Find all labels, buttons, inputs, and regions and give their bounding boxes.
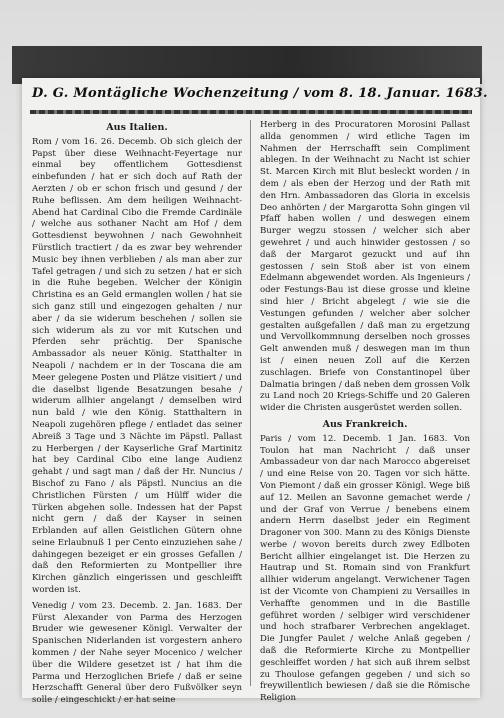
newspaper-header: D. G. Montägliche Wochenzeitung / vom 8. 18. Januar. 1683. bbox=[32, 86, 488, 101]
article-paris: Paris / vom 12. Decemb. 1 Jan. 1683. Von Toulon hat man Nachricht / daß unser Ambassadeur von dar nach Marocco abgereiset / und eine Reise von 20. Tagen vor sich hätte. Von Piemont / daß ein grosser Königl. Wege biß auf 12. Meilen an Savonne gemachet werde / und der Graf von Verrue / benebens einem andern Herrn daselbst jeder ein Regiment Dragoner von 300. Mann zu des Königs Dienste werbe / wovon bereits durch zwey Edlboten Bericht allhier eingelanget ist. Die Herzen zu Hautrap und St. Romain sind von Frankfurt allhier widerum angelangt. Verwichener Tagen ist der Vicomte von Champieni zu Versailles in Verhaffte genommen und in die Bastille geführet worden / selbiger wird verschidener und hoch strafbarer Verbrechen angeklaget. Die Jungfer Paulet / welche Anlaß gegeben / daß die Reformierte Kirche zu Montpellier geschleiffet worden / hat sich auß ihrem selbst zu Thoulose gefangen gegeben / und sich so freywillentlich bewiesen / daß sie die Römische Religion bbox=[260, 433, 470, 704]
left-column bbox=[32, 120, 242, 706]
header-rule bbox=[30, 110, 472, 114]
newspaper-page bbox=[22, 78, 488, 706]
article-rome: Rom / vom 16. 26. Decemb. Ob sich gleich der Papst über diese Weihnacht-Feyertage nur einmal bey offentlichem Gottesdienst einbefunden / hat er sich doch auf Rath der Aerzten / ob er schon frisch und gesund / der Ruhe beflissen. Am dem heiligen Weihnacht-Abend hat Cardinal Cibo die Fremde Cardinäle / welche aus sothaner Nacht am Hof / dem Gottesdienst beywohnen / nach Gewohnheit Fürstlich tractiert / da es zwar bey wehrender Music bey ihnen verblieben / als man aber zur Tafel getragen / und sich zu setzen / hat er sich in die Ruhe begeben. Welcher der Königin Christina es an Geld ermanglen wollen / hat sie sich ganz still und eingezogen gehalten / nur aber / da sie widerum beschehen / sollen sie sich widerum als zu vor mit Kutschen und Pferden sehr prächtig. Der Spanische Ambassador als neuer König. Statthalter in Neapoli / nachdem er in der Toscana die am Meer gelegene Posten und Plätze visitiert / und die daselbst ligende Besatzungen besahe / widerum allhier angelangt / demselben wird nun bald / wie den König. Statthaltern in Neapoli zugehören pflege / entladet das seiner Abreiß 3 Tage und 3 Nächte im Päpstl. Pallast zu Herbergen / der Kayserliche Graf Martinitz hat bey Cardinal Cibo eine lange Audienz gehabt / und sagt man / daß der Hr. Nuncius / Bischof zu Fano / als Päpstl. Nuncius an die Christlichen Fürsten / um Hülff wider die Türken abgehen solle. Indessen hat der Papst nicht gern / daß der Kayser in seinen Erblanden auf allen Geistlichen Gütern ohne seine Erlaubnuß 1 per Cento einzuziehen sahe / dahingegen bezeiget er ein grosses Gefallen / daß den Reformierten zu Montpellier ihre Kirchen gänzlich eingerissen und geschleifft worden ist. bbox=[32, 136, 242, 596]
column-divider bbox=[250, 120, 251, 686]
section-title-italy: Aus Italien. bbox=[106, 122, 168, 133]
right-column bbox=[260, 120, 471, 704]
section-title-france: Aus Frankreich. bbox=[322, 418, 408, 430]
article-venice: Venedig / vom 23. Decemb. 2. Jan. 1683. Der Fürst Alexander von Parma des Herzogen Bruder wie gewesener Königl. Verwalter der Spanischen Niderlanden ist vorgestern anhero kommen / der Nahe seyer Mocenico / welcher über die Wildere gesetzet ist / hat ihm die Parma und Herzoglichen Briefe / daß er seine Herzschafft General über dero Fußvölker seyn solle / eingeschickt / er hat seine bbox=[32, 600, 242, 706]
article-venice-continued: Herberg in des Procuratoren Morosini Pallast allda genommen / wird etliche Tagen im Nahmen der Herrschafft sein Compliment ablegen. In der Weihnacht zu Nacht ist schier St. Marcen Kirch mit Blut besleckt worden / in dem / als eben der Herzog und der Rath mit den Hrn. Ambassadoren das Gloria in excelsis Deo anhörten / der Margarotta Sohn gingen vil Pfaff haben wollen / und deswegen einem Burger wegzu stossen / welcher sich aber gewehret / und auch hinwider gestossen / so daß der Margarot gezuckt und auf ihn gestossen / sein Stoß aber ist von einem Edelmann abgewendet worden. Als Ingenieurs / oder Festungs-Bau ist diese grosse und kleine sind hier / Bricht abgelegt / wie sie die Vestungen gefunden / welcher aber solcher gestalten außgefallen / daß man zu ergetzung und Vervollkommnung derselben noch grosses Gelt anwenden muß / deswegen man im thun ist / einen neuen Zoll auf die Kerzen zuschlagen. Briefe von Constantinopel über Dalmatia bringen / daß neben dem grossen Volk zu Land noch 20 Kriegs-Schiffe und 20 Galeren wider die Christen ausgerüstet werden sollen. bbox=[260, 120, 471, 414]
